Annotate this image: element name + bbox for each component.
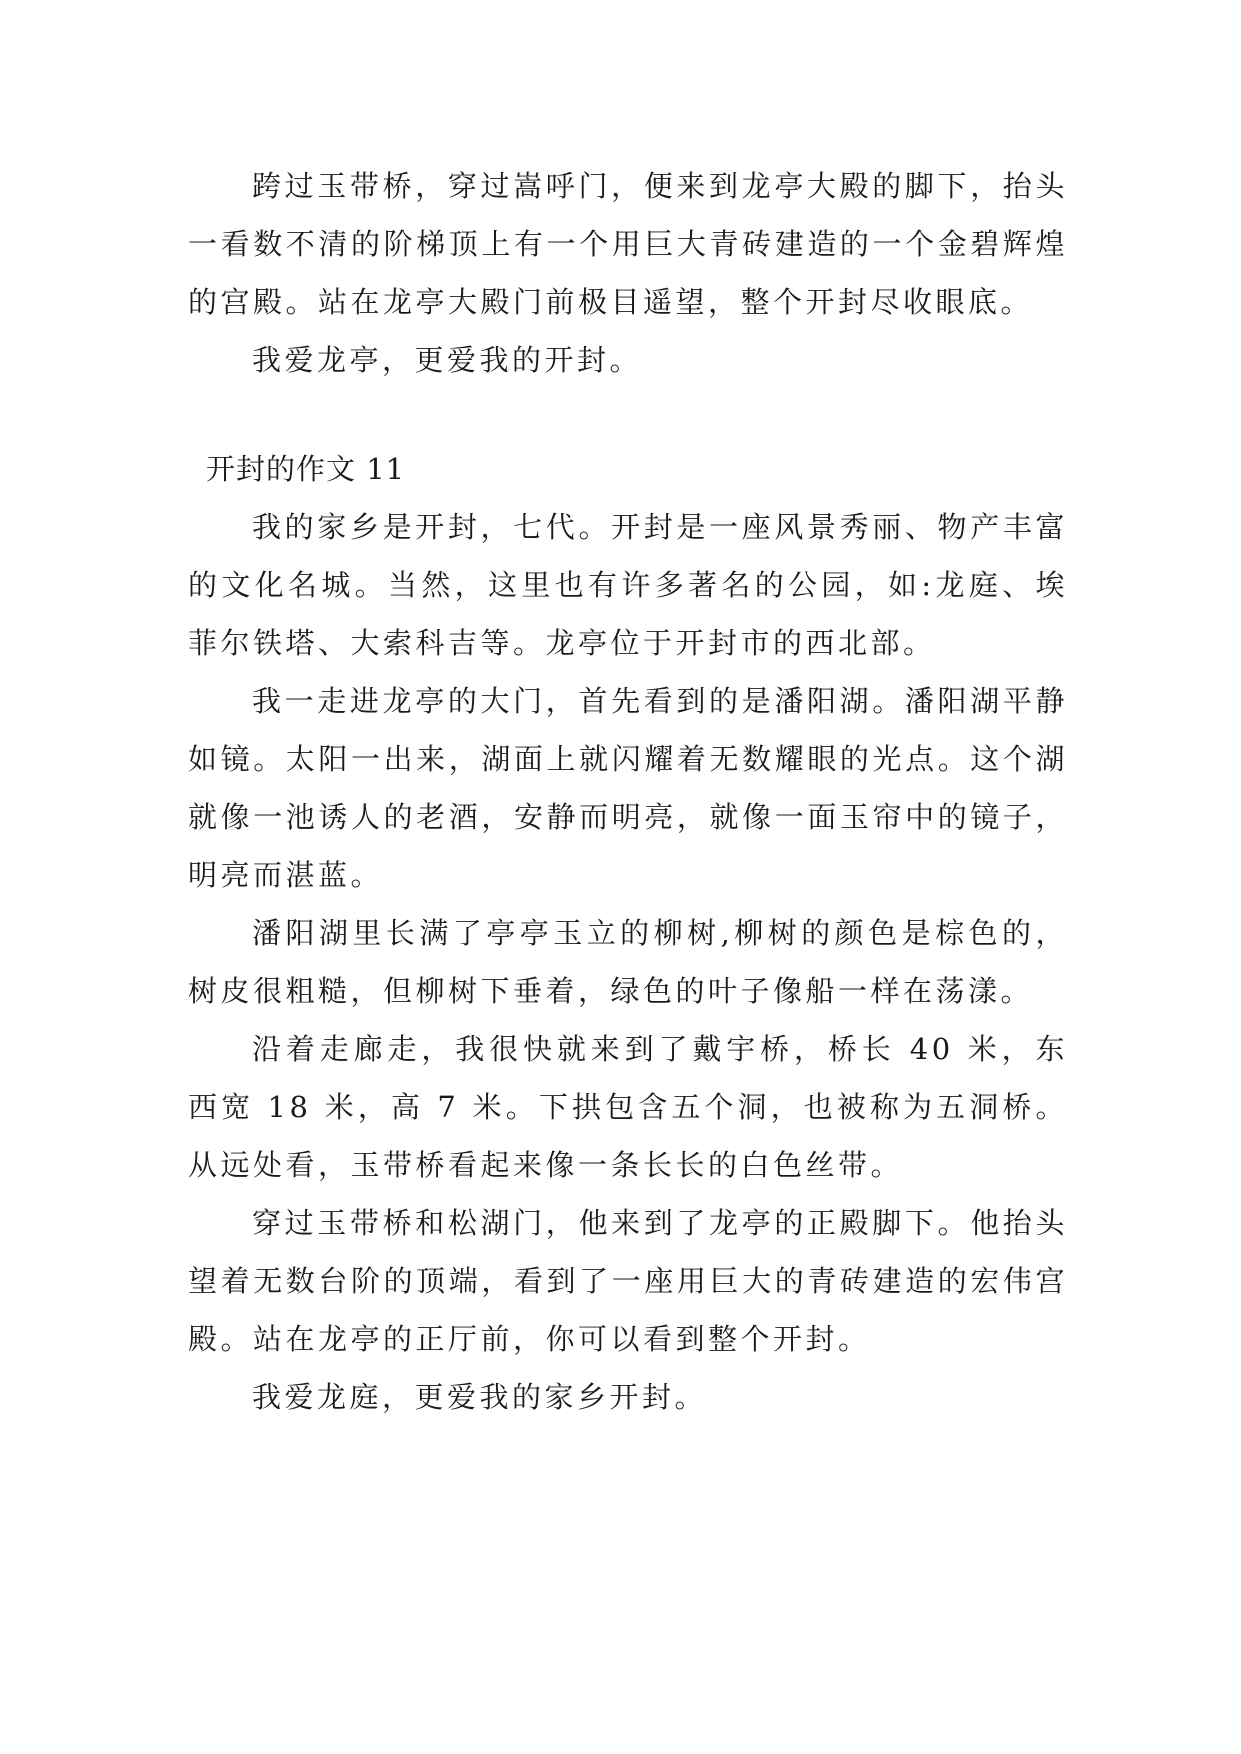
paragraph: 沿着走廊走，我很快就来到了戴宇桥，桥长 40 米，东西宽 18 米，高 7 米。下拱包含五个洞，也被称为五洞桥。从远处看，玉带桥看起来像一条长长的白色丝带。 xyxy=(188,1032,1068,1182)
document-page xyxy=(188,157,1068,1426)
paragraph: 我的家乡是开封，七代。开封是一座风景秀丽、物产丰富的文化名城。当然，这里也有许多著名的公园，如:龙庭、埃菲尔铁塔、大索科吉等。龙亭位于开封市的西北部。 xyxy=(188,510,1068,660)
essay-title: 开封的作文 11 xyxy=(206,452,406,486)
paragraph: 跨过玉带桥，穿过嵩呼门，便来到龙亭大殿的脚下，抬头一看数不清的阶梯顶上有一个用巨大青砖建造的一个金碧辉煌的宫殿。站在龙亭大殿门前极目遥望，整个开封尽收眼底。 xyxy=(188,169,1068,319)
paragraph: 我一走进龙亭的大门，首先看到的是潘阳湖。潘阳湖平静如镜。太阳一出来，湖面上就闪耀着无数耀眼的光点。这个湖就像一池诱人的老酒，安静而明亮，就像一面玉帘中的镜子，明亮而湛蓝。 xyxy=(188,684,1068,892)
paragraph: 我爱龙亭，更爱我的开封。 xyxy=(252,343,643,377)
paragraph: 我爱龙庭，更爱我的家乡开封。 xyxy=(252,1380,708,1414)
paragraph: 穿过玉带桥和松湖门，他来到了龙亭的正殿脚下。他抬头望着无数台阶的顶端，看到了一座用巨大的青砖建造的宏伟宫殿。站在龙亭的正厅前，你可以看到整个开封。 xyxy=(188,1206,1068,1356)
paragraph: 潘阳湖里长满了亭亭玉立的柳树,柳树的颜色是棕色的，树皮很粗糙，但柳树下垂着，绿色的叶子像船一样在荡漾。 xyxy=(188,916,1068,1008)
